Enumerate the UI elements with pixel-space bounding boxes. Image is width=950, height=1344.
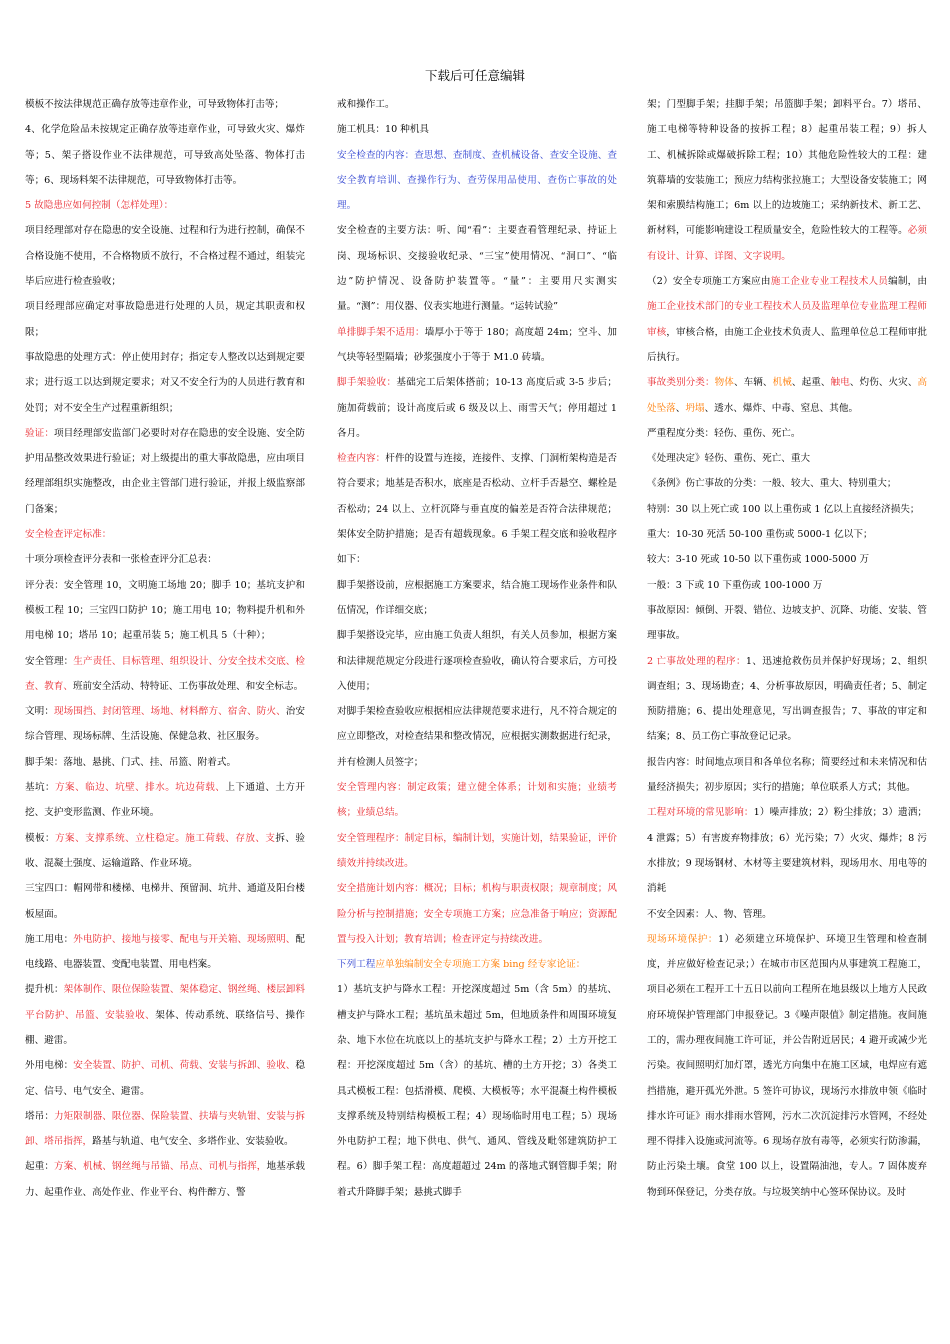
- paragraph: [25, 1053, 305, 1104]
- text-run: ，审核合格，由施工企业技术负责人、监理单位总工程师审批后执行。: [647, 326, 928, 363]
- paragraph: [647, 446, 927, 471]
- text-run: 安全管理程序：制定目标，编制计划，实施计划，结果验证，评价绩效并持续改进。: [337, 832, 617, 869]
- text-run: 较大：3-10 死或 10-50 以下重伤或 1000-5000 万: [647, 554, 870, 566]
- text-run: 脚手架验收：: [337, 377, 397, 389]
- text-run: 脚手架搭设前，应根据施工方案要求，结合施工现场作业条件和队伍情况，作详细交底；: [337, 579, 617, 616]
- paragraph: [647, 927, 927, 1205]
- paragraph: [25, 117, 305, 193]
- text-run: 、起重、: [791, 377, 831, 389]
- text-run: 安全检查评定标准：: [25, 529, 112, 541]
- text-run: 地基承载力、起重作业、高处作业、作业平台、构件醉方、警: [25, 1161, 306, 1198]
- text-run: 安全管理：: [25, 655, 74, 667]
- text-run: 触电: [830, 377, 850, 389]
- paragraph: [25, 193, 305, 218]
- paragraph: [337, 573, 617, 624]
- text-run: 评分表：安全管理 10，文明施工场地 20；脚手 10；基坑支护和模板工程 10；三宝四口防护 10；施工用电 10；物料提升机和外用电梯 10；塔吊 10；起重吊装 5；施工机具 5（十种）；: [25, 579, 305, 642]
- text-run: 稳定、信号、电气安全、避雷。: [25, 1060, 306, 1097]
- text-run: 应单独编制安全专项施工方案 bing 经专家论证：: [375, 959, 586, 971]
- text-run: 、: [675, 402, 686, 414]
- paragraph: [25, 421, 305, 522]
- text-run: 《条例》伤亡事故的分类：一般、较大、重大、特别重大；: [647, 478, 897, 490]
- paragraph: [337, 977, 617, 1205]
- text-run: 治安综合管理、现场标牌、生活设施、保健急救、社区服务。: [25, 706, 306, 743]
- text-run: 班前安全活动、特特证、工伤事故处理、和安全标志。: [72, 680, 304, 692]
- paragraph: [337, 446, 617, 572]
- column-2: [337, 92, 617, 1205]
- text-run: 安全措施计划内容：概况；目标；机构与职责权限；规章制度；风险分析与控制措施；安全专项施工方案；应急准备于响应；资源配置与投入计划；教育培训；检查评定与持续改进。: [337, 883, 617, 945]
- paragraph: [647, 902, 927, 927]
- text-run: 施工用电：: [25, 933, 74, 945]
- text-run: 方案、机械、钢丝绳与吊锚、吊点、司机与指挥，: [53, 1161, 267, 1173]
- text-run: 工程对环境的常见影响：: [647, 807, 754, 819]
- paragraph: [25, 649, 305, 700]
- page-title: 下载后可任意编辑: [424, 68, 525, 83]
- text-run: 脚手架：落地、悬挑、门式、挂、吊篮、附着式。: [25, 756, 237, 768]
- paragraph: [25, 977, 305, 1053]
- paragraph: [647, 497, 927, 522]
- text-run: 墙厚小于等于 180；高度超 24m；空斗、加气块等轻型隔墙；砂浆强度小于等于 M1.0 砖墙。: [337, 326, 617, 363]
- text-run: 严重程度分类：轻伤、重伤、死亡。: [647, 427, 801, 439]
- text-run: 重大：10-30 死活 50-100 重伤或 5000-1 亿以下；: [647, 529, 873, 541]
- paragraph: [337, 952, 617, 977]
- paragraph: [337, 143, 617, 219]
- paragraph: [337, 623, 617, 699]
- paragraph: [25, 699, 305, 750]
- paragraph: [25, 547, 305, 572]
- text-run: 5 故隐患应如何控制（怎样处理）：: [25, 200, 174, 212]
- paragraph: [647, 269, 927, 370]
- text-run: 生产责任、目标管理、组织设计、分安全技术交底、检查、教育、: [25, 655, 306, 692]
- text-run: 杆件的设置与连接，连接件、支撑、门洞桁架构造是否符合要求；地基是否积水，底座是否松动、立杆手否悬空、螺栓是否松动；24 以上、立杆沉降与垂直度的偏差是否符合法律规范；架体安全防护措施；是否有超载现象。6 手架工程交底和验收程序如下：: [337, 453, 618, 566]
- text-run: 下列工程: [337, 959, 376, 971]
- text-run: 方案、临边、坑壁、排水。坑边荷载、: [55, 782, 226, 794]
- text-run: 外电防护、接地与接零、配电与开关箱、现场照明、: [73, 933, 296, 945]
- paragraph: [337, 370, 617, 446]
- text-run: 项目经理部对存在隐患的安全设施、过程和行为进行控制，确保不合格设施不使用，不合格物质不放行，不合格过程不通过，组装完毕后应进行检查验收；: [25, 225, 305, 288]
- text-run: 十项分项检查评分表和一张检查评分汇总表：: [25, 554, 217, 566]
- text-run: 项目经理部安监部门必要时对存在隐患的安全设施、安全防护用品整改效果进行验证；对上级提出的重大事故隐患，应由项目经理部组织实施整改，由企业主管部门进行验证，并报上级监察部门备案；: [25, 427, 306, 515]
- text-run: 方案、支撑系统、立柱稳定。施工荷载、存放、支: [55, 832, 276, 844]
- text-run: 外用电梯：: [25, 1060, 74, 1072]
- paragraph: [25, 522, 305, 547]
- paragraph: [337, 826, 617, 877]
- paragraph: [25, 294, 305, 345]
- column-3: [647, 92, 927, 1205]
- paragraph: [647, 92, 927, 269]
- text-run: 项目经理部应确定对事故隐患进行处理的人员，规定其职责和权限；: [25, 301, 305, 338]
- paragraph: [25, 826, 305, 877]
- text-run: 基础完工后架体搭前；10-13 高度后或 3-5 步后；施加荷载前；设计高度后或 6 级及以上、雨雪天气；停用超过 1 各月。: [337, 377, 618, 439]
- text-run: 特别：30 以上死亡或 100 以上重伤或 1 亿以上直接经济损失；: [647, 503, 920, 515]
- text-run: 施工机具：10 种机具: [337, 124, 430, 136]
- text-run: 现场环境保护：: [647, 933, 719, 945]
- paragraph: [647, 547, 927, 572]
- text-run: 1、迅速抢救伤员并保护好现场；2、组织调查组；3、现场勘查；4、分析事故原因，明确责任者；5、制定预防措施；6、提出处理意见，写出调查报告；7、事故的审定和结案；8、员工伤亡事故登记记录。: [647, 655, 927, 743]
- paragraph: [647, 573, 927, 598]
- text-run: 《处理决定》轻伤、重伤、死亡、重大: [647, 453, 811, 465]
- text-run: 基坑：: [25, 782, 56, 794]
- text-run: 力矩限制器、限位器、保险装置、扶墙与夹轨钳、安装与拆卸、塔吊指挥，: [25, 1110, 306, 1148]
- text-run: 戒和操作工。: [337, 99, 395, 110]
- text-run: 物体: [714, 377, 734, 389]
- paragraph: [647, 370, 927, 421]
- paragraph: [647, 598, 927, 649]
- paragraph: [25, 92, 305, 117]
- text-run: 1）噪声排放；2）粉尘排放；3）遗洒；4 泄露；5）有害废弃物排放；6）光污染；7）火灾、爆炸；8 污水排放；9 现场钢材、木材等主要建筑材料，现场用水、用电等的消耗: [647, 807, 928, 895]
- text-run: 脚手架搭设完毕，应由施工负责人组织，有关人员参加，根据方案和法律规范规定分段进行逐项检查验收，确认符合要求后，方可投入使用；: [337, 630, 617, 692]
- paragraph: [25, 750, 305, 775]
- text-run: 现场围挡、封闭管理、场地、材料醉方、宿舍、防火、: [53, 706, 286, 718]
- text-run: 安全管理内容：制定政策；建立健全体系；计划和实施；业绩考核；业绩总结。: [337, 782, 617, 819]
- text-run: 安全检查的主要方法：听、闻“看”：主要查看管理纪录、持证上岗、现场标识、交接验收纪录、“三宝”使用情况、“洞口”、“临边”防护情况、设备防护装置等。“量”：主要用尺实测实量。“测”：用仪器、仪表实地进行测量。“运转试验”: [337, 225, 617, 313]
- paragraph: [647, 522, 927, 547]
- paragraph: [25, 345, 305, 421]
- text-run: 施工企业专业工程技术人员: [770, 276, 889, 288]
- text-run: 不安全因素：人、物、管理。: [647, 908, 772, 920]
- text-run: 检查内容：: [337, 453, 386, 465]
- paragraph: [337, 320, 617, 371]
- text-run: 必须有设计、计算、详图、文字说明。: [647, 225, 928, 262]
- paragraph: [647, 421, 927, 446]
- paragraph: [337, 117, 617, 142]
- text-run: 、灼伤、火灾、: [849, 377, 918, 389]
- text-run: 路基与轨道、电气安全、多塔作业、安装验收。: [92, 1136, 294, 1148]
- text-run: 2 亡事故处理的程序：: [647, 655, 746, 667]
- paragraph: [647, 649, 927, 750]
- text-run: （2）安全专项施工方案应由: [647, 276, 771, 288]
- text-run: 、车辆、: [733, 377, 773, 389]
- text-run: 机械: [772, 377, 792, 389]
- text-run: 编制，由: [888, 276, 928, 288]
- text-run: 施工企业技术部门的专业工程技术人员及监理单位专业监理工程师审核: [647, 301, 927, 338]
- paragraph: [647, 800, 927, 901]
- text-run: 坍塌: [685, 402, 705, 414]
- paragraph: [337, 775, 617, 826]
- paragraph: [25, 927, 305, 978]
- paragraph: [337, 699, 617, 775]
- text-run: 事故原因：倾倒、开裂、错位、边坡支护、沉降、功能、安装、管理事故。: [647, 604, 927, 642]
- text-run: 、透水、爆炸、中毒、窒息、其他。: [704, 402, 859, 414]
- text-run: 1）基坑支护与降水工程：开挖深度超过 5m（含 5m）的基坑、槽支护与降水工程；基坑虽未超过 5m，但地质条件和周围环境复杂、地下水位在坑底以上的基坑支护与降水工程；2）土方开挖工程：开挖深度超过 5m（含）的基坑、槽的土方开挖；3）各类工具式模板工程：包括滑模、爬模、大模板等；水平混凝土构件模板支撑系统及特别结构模板工程；4）现场临时用电工程；5）现场外电防护工程；地下供电、供气、通风、管线及毗邻建筑防护工程。6）脚手架工程：高度超超过 24m 的落地式钢管脚手架；附着式升降脚手架；悬挑式脚手: [337, 984, 617, 1198]
- text-run: 塔吊：: [25, 1110, 54, 1122]
- text-run: 1）必须建立环境保护、环境卫生管理和检查制度，并应做好检查记录；）在城市市区范围内从事建筑工程施工，项目必须在工程开工十五日以前向工程所在地县级以上地方人民政府环境保护管理部门申报登记。3《噪声限值》制定措施。夜间施工的，需办理夜间施工许可证，并公告附近居民；4 避开或减少光污染。夜间照明灯加灯罩，透光方向集中在施工区域，电焊应有遮挡措施，避开孤光外泄。5 签许可协议，现场污水排放申领《临时排水许可证》雨水排雨水管网，污水二次沉淀排污水管网，不经处理不得排入设施或河流等。6 现场存放有毒等，必须实行防渗漏，防止污染土壤。食堂 100 以上，设置隔油池，专人。7 固体废弃物到环保登记，分类存放。与垃圾笑纳中心签环保协议。及时: [647, 933, 928, 1198]
- text-run: 单排脚手架不适用：: [337, 326, 425, 338]
- text-run: 配电线路、电器装置、变配电装置、用电档案。: [25, 933, 306, 971]
- text-run: 模板：: [25, 832, 56, 844]
- text-run: 报告内容：时间地点项目和各单位名称；简要经过和未来情况和估量经济损失；初步原因；实行的措施；单位联系人方式；其他。: [647, 756, 927, 794]
- text-run: 提升机：: [25, 984, 64, 996]
- paragraph: [337, 876, 617, 952]
- text-run: 三宝四口：帽网带和楼梯、电梯井、预留洞、坑井、通道及阳台楼板屋面。: [25, 883, 305, 920]
- text-run: 验证：: [25, 427, 54, 439]
- paragraph: [25, 573, 305, 649]
- text-run: 模板不按法律规范正确存放等违章作业，可导致物体打击等；: [25, 99, 285, 110]
- text-run: 高处坠落: [647, 377, 928, 414]
- paragraph: [25, 775, 305, 826]
- text-run: 架；门型脚手架；挂脚手架；吊篮脚手架；卸料平台。7）塔吊、施工电梯等特种设备的按拆工程；8）起重吊装工程；9）拆人工、机械拆除或爆破拆除工程；10）其他危险性较大的工程：建筑幕墙的安装施工；预应力结构张拉施工；大型设备安装施工；网架和索膜结构施工；6m 以上的边坡施工；采纳新技术、新工艺、新材料，可能影响建设工程质量安全，危险性较大的工程等。: [647, 99, 927, 237]
- paragraph: [25, 1154, 305, 1205]
- text-run: 文明：: [25, 706, 54, 718]
- paragraph: [25, 876, 305, 927]
- text-run: 事故隐患的处理方式：停止使用封存；指定专人整改以达到规定要求；进行返工以达到规定要求；对又不安全行为的人员进行教育和处罚；对不安全生产过程重新组织；: [25, 351, 305, 414]
- text-run: 上下通道、土方开挖、支护变形监测、作业环境。: [25, 782, 306, 819]
- text-run: 一般：3 下或 10 下重伤或 100-1000 万: [647, 579, 823, 591]
- paragraph: [647, 750, 927, 801]
- text-run: 4、化学危险品未按规定正确存放等违章作业，可导致火灾、爆炸等；5、架子搭设作业不法律规范，可导致高处坠落、物体打击等；6、现场料架不法律规范，可导致物体打击等。: [25, 124, 305, 186]
- paragraph: [25, 1104, 305, 1155]
- paragraph: [337, 92, 617, 117]
- text-run: 事故类别分类：: [647, 377, 715, 389]
- text-run: 架体制作、限位保险装置、架体稳定、钢丝绳、楼层卸料平台防护、吊篮、安装验收、: [25, 984, 306, 1021]
- paragraph: [25, 218, 305, 294]
- text-run: 拆、验收、混凝土强度、运输道路、作业环境。: [25, 832, 306, 869]
- text-run: 架体、传动系统、联络信号、操作棚、避雷。: [25, 1009, 306, 1046]
- text-run: 起重：: [25, 1161, 54, 1173]
- paragraph: [647, 471, 927, 496]
- text-run: 对脚手架检查验收应根据相应法律规范要求进行，凡不符合规定的应立即整改，对检查结果和整改情况，应根据实测数据进行纪录，并有检测人员签字；: [337, 706, 617, 768]
- text-run: 安全检查的内容：查思想、查制度、查机械设备、查安全设施、查安全教育培训、查操作行为、查劳保用品使用、查伤亡事故的处理。: [337, 149, 617, 212]
- text-run: 安全装置、防护、司机、荷载、安装与拆卸、验收、: [73, 1060, 296, 1072]
- column-1: [25, 92, 305, 1205]
- paragraph: [337, 218, 617, 319]
